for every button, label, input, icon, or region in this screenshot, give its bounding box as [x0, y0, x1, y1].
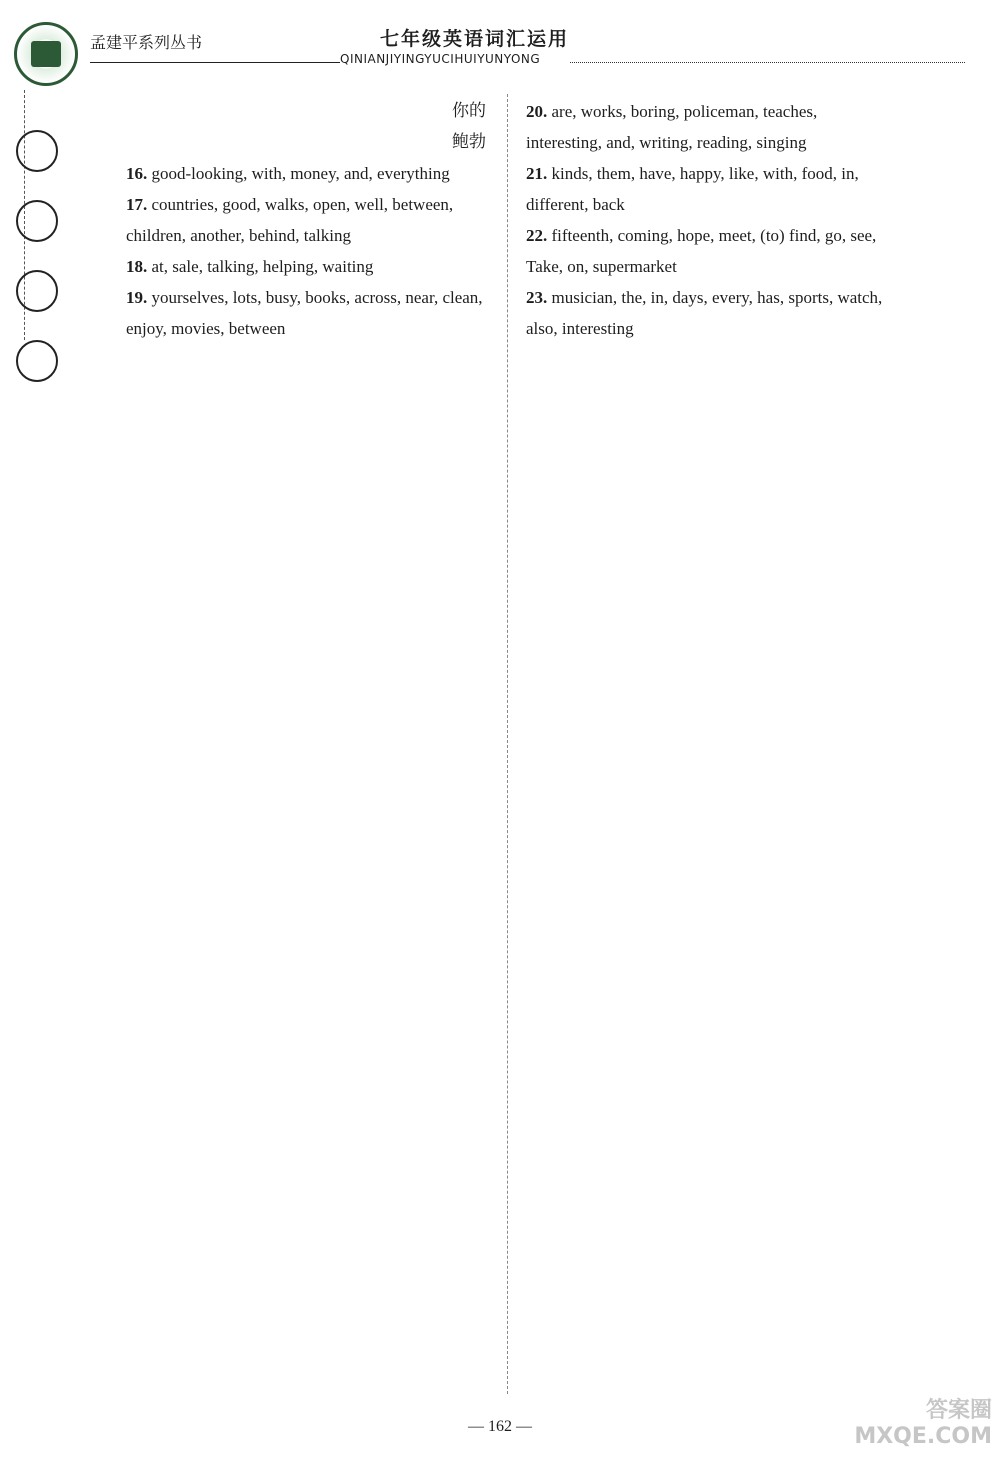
book-title-pinyin: QINIANJIYINGYUCIHUIYUNYONG — [340, 52, 541, 66]
watermark-logo-text: 答案圈 — [925, 1398, 992, 1423]
answer-key-line — [526, 220, 894, 282]
question-number: 20. — [526, 102, 548, 121]
letter-signature: 你的 — [452, 101, 486, 121]
right-column — [526, 96, 894, 344]
book-title: 七年级英语词汇运用 — [380, 28, 570, 50]
watermark-url: MXQE.COM — [854, 1424, 992, 1449]
answer-words: fifteenth, coming, hope, meet, (to) find, go, see, Take, on, supermarket — [526, 226, 877, 276]
header-rule-left — [90, 62, 340, 63]
left-column — [126, 96, 494, 344]
column-divider — [507, 94, 508, 1394]
answer-words: kinds, them, have, happy, like, with, food, in, different, back — [526, 164, 859, 214]
answer-key-line — [526, 96, 894, 158]
answer-key-line — [526, 282, 894, 344]
answer-words: good-looking, with, money, and, everything — [151, 164, 450, 183]
answer-words: yourselves, lots, busy, books, across, near, clean, enjoy, movies, between — [126, 288, 483, 338]
page-header — [0, 0, 1000, 90]
answer-key-line — [126, 282, 494, 344]
question-number: 21. — [526, 164, 548, 183]
answer-words: are, works, boring, policeman, teaches, interesting, and, writing, reading, singing — [526, 102, 818, 152]
sidebar-tag-3 — [16, 340, 58, 382]
sidebar-tag-1 — [16, 200, 58, 242]
answer-key-line — [126, 189, 494, 251]
answer-words: countries, good, walks, open, well, between, children, another, behind, talking — [126, 195, 454, 245]
sidebar-tag-0 — [16, 130, 58, 172]
answer-words: musician, the, in, days, every, has, sports, watch, also, interesting — [526, 288, 883, 338]
header-rule-right — [570, 62, 965, 63]
sidebar-tag-2 — [16, 270, 58, 312]
answer-key-line — [126, 158, 494, 189]
question-number: 16. — [126, 164, 148, 183]
question-number: 23. — [526, 288, 548, 307]
question-number: 19. — [126, 288, 148, 307]
topic-sidebar — [14, 130, 78, 410]
letter-signature: 鲍勃 — [452, 132, 486, 152]
question-number: 22. — [526, 226, 548, 245]
page-number: — 162 — — [468, 1418, 532, 1435]
watermark — [816, 1398, 992, 1456]
publisher-logo — [14, 22, 78, 86]
question-number: 18. — [126, 257, 148, 276]
answer-key-line — [126, 251, 494, 282]
question-number: 17. — [126, 195, 148, 214]
answer-key-line — [526, 158, 894, 220]
answer-words: at, sale, talking, helping, waiting — [151, 257, 374, 276]
series-name: 孟建平系列丛书 — [90, 33, 203, 52]
